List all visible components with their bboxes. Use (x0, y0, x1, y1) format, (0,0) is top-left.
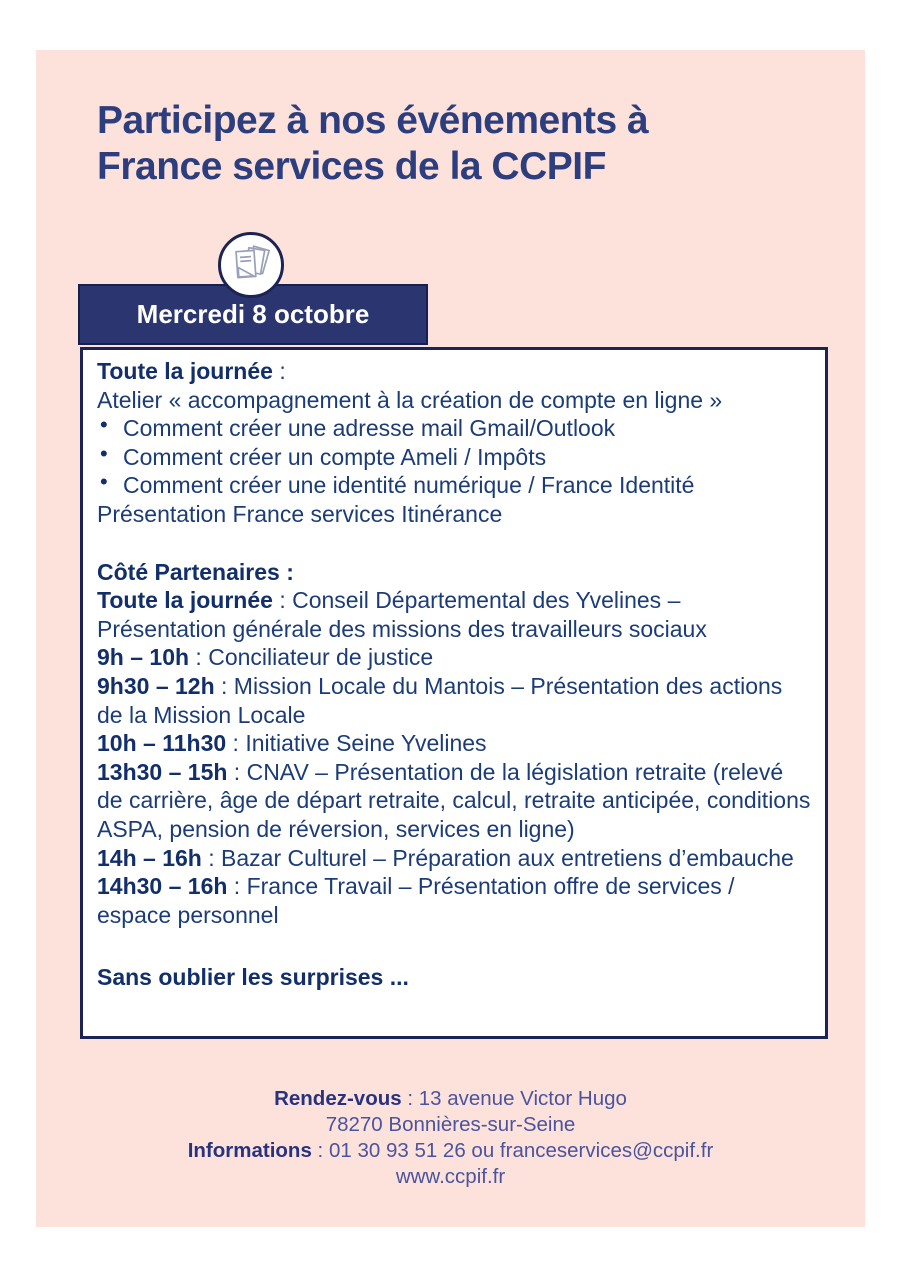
date-icon-circle (218, 232, 284, 298)
page-title (97, 98, 648, 190)
schedule-line (97, 386, 813, 415)
schedule-line-text: Comment créer une adresse mail Gmail/Outlook (123, 415, 616, 442)
schedule-line-bold-prefix: 9h30 – 12h (97, 672, 215, 699)
schedule-bullet-item (97, 440, 813, 472)
schedule-line-text: : CNAV – Présentation de la législation retraite (relevé de carrière, âge de départ retraite, calcul, retraite anticipée, conditions ASPA, pension de réversion, services en ligne) (97, 758, 811, 842)
schedule-line-text: Atelier « accompagnement à la création de compte en ligne » (97, 386, 723, 413)
schedule-line-bold-prefix: 10h – 11h30 (97, 730, 227, 757)
schedule-spacer (97, 929, 813, 963)
schedule-bullet-item (97, 471, 813, 500)
schedule-line (97, 500, 813, 529)
page-title-line2: France services de la CCPIF (97, 145, 606, 188)
bullet-icon: • (100, 412, 108, 438)
bullet-icon: • (100, 469, 108, 495)
footer-website: www.ccpif.fr (395, 1165, 506, 1188)
schedule-line-bold-prefix: Toute la journée (97, 358, 273, 384)
bullet-icon: • (100, 440, 108, 466)
schedule-line-text: Présentation France services Itinérance (97, 500, 503, 527)
schedule-line (97, 963, 813, 992)
schedule-line (97, 758, 813, 844)
schedule-line-bold-prefix: 14h30 – 16h (97, 873, 228, 900)
schedule-line-text: Comment créer un compte Ameli / Impôts (123, 443, 547, 470)
schedule-line-bold-prefix: Sans oublier les surprises ... (97, 964, 409, 991)
informations-label: Informations (187, 1139, 312, 1162)
page-title-line1: Participez à nos événements à (97, 99, 649, 142)
schedule-line (97, 586, 813, 643)
schedule-line-bold-prefix: 13h30 – 15h (97, 758, 228, 785)
footer-informations-line (36, 1138, 865, 1164)
schedule-line-text: : Conseil Départemental des Yvelines – Présentation générale des missions des travailleurs sociaux (97, 587, 707, 642)
schedule-line (97, 357, 813, 386)
schedule-line (97, 729, 813, 758)
schedule-line-text: : Initiative Seine Yvelines (226, 730, 487, 757)
schedule-line-bold-prefix: 9h – 10h (97, 644, 190, 671)
newspaper-icon (225, 239, 277, 291)
schedule-line-text: Comment créer une identité numérique / France Identité (123, 472, 695, 499)
schedule-line (97, 872, 813, 929)
schedule-line (97, 643, 813, 672)
rendezvous-text: : 13 avenue Victor Hugo (401, 1087, 627, 1110)
informations-text: : 01 30 93 51 26 ou franceservices@ccpif.fr (311, 1139, 714, 1162)
footer-contact (36, 1086, 865, 1190)
schedule-line-bold-prefix: Côté Partenaires : (97, 558, 294, 585)
schedule-line-bold-prefix: 14h – 16h (97, 844, 202, 871)
footer-address-line1 (36, 1086, 865, 1112)
rendezvous-label: Rendez-vous (274, 1087, 402, 1110)
schedule-line-text: : Conciliateur de justice (189, 644, 434, 671)
date-badge-label: Mercredi 8 octobre (136, 299, 370, 329)
poster-background (36, 50, 865, 1227)
schedule-line (97, 672, 813, 729)
schedule-line-bold-prefix: Toute la journée (97, 587, 273, 614)
schedule-line-text: : France Travail – Présentation offre de services / espace personnel (97, 873, 735, 928)
schedule-bullet-item (97, 414, 813, 443)
footer-address-line2: 78270 Bonnières-sur-Seine (325, 1113, 576, 1136)
schedule-line-text: : (272, 358, 286, 384)
schedule-line-text: : Mission Locale du Mantois – Présentation des actions de la Mission Locale (97, 672, 783, 728)
schedule-line-text: : Bazar Culturel – Préparation aux entretiens d’embauche (201, 844, 794, 871)
schedule-line (97, 558, 813, 587)
schedule-box (80, 347, 828, 1039)
schedule-spacer (97, 529, 813, 558)
schedule-line (97, 844, 813, 873)
